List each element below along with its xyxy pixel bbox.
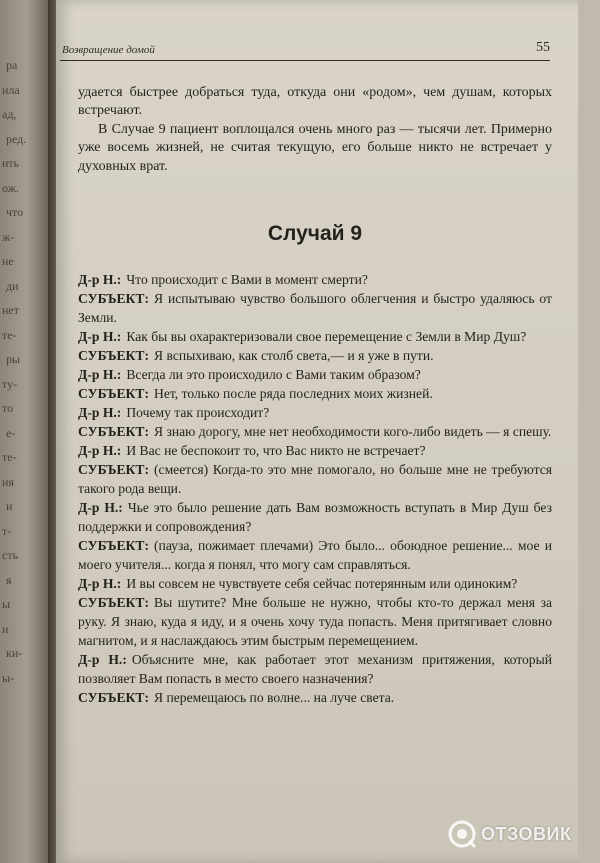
speaker-label: СУБЪЕКТ: [78,595,150,610]
header-rule [60,60,550,61]
speaker-label: Д-р Н.: [78,652,127,667]
speaker-label: СУБЪЕКТ: [78,690,150,705]
dialogue-line [78,574,552,593]
left-page-fragment: ра [6,58,18,72]
dialogue-line [78,289,552,327]
dialogue-line [78,441,552,460]
paragraph: В Случае 9 пациент воплощался очень много раз — тысячи лет. Примерно уже восемь жизней, не считая текущую, его больше никто не встречает у духовных врат. [78,121,552,174]
left-page-fragment: ки- [6,646,23,660]
left-page-fragment: ад, [2,107,17,121]
left-page-fragment: ж- [2,229,15,244]
dialogue-line [78,422,552,441]
utterance-text: Почему так происходит? [126,405,270,420]
utterance-text: Всегда ли это происходило с Вами таким образом? [126,367,421,382]
left-page-fragment: я [6,572,12,587]
utterance-text: Объясните мне, как работает этот механизм притяжения, который позволяет Вам попасть в место своего назначения? [78,652,552,686]
paragraph: удается быстрее добраться туда, откуда они «родом», чем душам, которых встречают. [78,85,552,119]
speaker-label: СУБЪЕКТ: [78,462,150,477]
dialogue-line [78,688,552,707]
left-page-fragment: ить [2,156,20,170]
dialogue-line [78,403,552,422]
utterance-text: (пауза, пожимает плечами) Это было... обоюдное решение... мое и моего учителя... когда я понял, что могу сам справляться. [78,538,552,572]
watermark [448,818,588,850]
dialogue-line [78,536,552,574]
left-page-fragment: ня [2,474,14,489]
left-page-fragment: ож. [2,180,19,195]
dialogue-line [78,593,552,650]
left-page-fragment: ры [6,352,21,366]
dialogue-line [78,384,552,403]
left-page-fragment: ила [2,82,20,97]
left-page-fragment: не [2,254,14,268]
dialogue-line [78,346,552,365]
speaker-label: СУБЪЕКТ: [78,348,150,363]
left-page-fragment: ы [2,597,11,611]
left-page-fragment: те- [2,327,17,342]
dialogue [78,270,552,707]
utterance-text: Нет, только после ряда последних моих жизней. [154,386,433,401]
left-page-fragment: т- [2,523,12,538]
page-edge [578,0,600,863]
left-page-fragment: ы- [2,670,15,685]
left-page-fragment: нет [2,303,19,317]
dialogue-line [78,327,552,346]
speaker-label: Д-р Н.: [78,329,122,344]
utterance-text: Как бы вы охарактеризовали свое перемещение с Земли в Мир Душ? [126,329,527,344]
left-page-fragment: сть [2,548,19,562]
dialogue-line [78,270,552,289]
book-page [56,0,580,863]
utterance-text: Я испытываю чувство большого облегчения и быстро удаляюсь от Земли. [78,291,552,325]
speaker-label: Д-р Н.: [78,405,122,420]
left-page-fragment: что [6,205,24,219]
case-heading: Случай 9 [267,222,363,245]
speaker-label: Д-р Н.: [78,500,123,515]
running-head [60,38,550,62]
dialogue-line [78,650,552,688]
page-number: 55 [536,40,550,55]
intro-text [78,84,552,176]
utterance-text: Чье это было решение дать Вам возможность вступать в Мир Душ без поддержки и сопровождения? [78,500,552,534]
utterance-text: Я знаю дорогу, мне нет необходимости кого-либо видеть — я спешу. [154,424,552,439]
left-page-fragment: и [6,499,13,513]
left-page-fragment: те- [2,450,17,464]
dialogue-line [78,460,552,498]
left-page-fragment: ту- [2,376,18,391]
speaker-label: СУБЪЕКТ: [78,538,150,553]
utterance-text: И Вас не беспокоит то, что Вас никто не встречает? [126,443,426,458]
utterance-text: Я перемещаюсь по волне... на луче света. [154,690,395,705]
left-page [0,0,48,863]
otzovik-logo-icon [448,820,476,848]
utterance-text: И вы совсем не чувствуете себя сейчас потерянным или одиноким? [126,576,518,591]
left-page-fragment: ред. [6,131,27,146]
utterance-text: Вы шутите? Мне больше не нужно, чтобы кто-то держал меня за руку. Я знаю, куда я иду, и я очень хочу туда попасть. Меня притягивает словно магнитом, и я наслаждаюсь этим быстрым перемещением. [78,595,552,648]
speaker-label: Д-р Н.: [78,272,122,287]
speaker-label: СУБЪЕКТ: [78,291,150,306]
left-page-fragment: ди [6,278,19,293]
utterance-text: Что происходит с Вами в момент смерти? [126,272,368,287]
speaker-label: Д-р Н.: [78,367,122,382]
left-page-fragment: е- [6,425,16,440]
watermark-text: ОТЗОВИК [481,823,572,844]
dialogue-line [78,365,552,384]
utterance-text: (смеется) Когда-то это мне помогало, но больше мне не требуются такого рода вещи. [78,462,552,496]
speaker-label: Д-р Н.: [78,576,122,591]
dialogue-line [78,498,552,536]
utterance-text: Я вспыхиваю, как столб света,— и я уже в пути. [154,348,434,363]
running-title: Возвращение домой [62,44,155,56]
left-page-fragment: то [2,401,14,415]
speaker-label: СУБЪЕКТ: [78,424,150,439]
speaker-label: СУБЪЕКТ: [78,386,150,401]
speaker-label: Д-р Н.: [78,443,122,458]
left-page-fragment: и [2,621,9,636]
